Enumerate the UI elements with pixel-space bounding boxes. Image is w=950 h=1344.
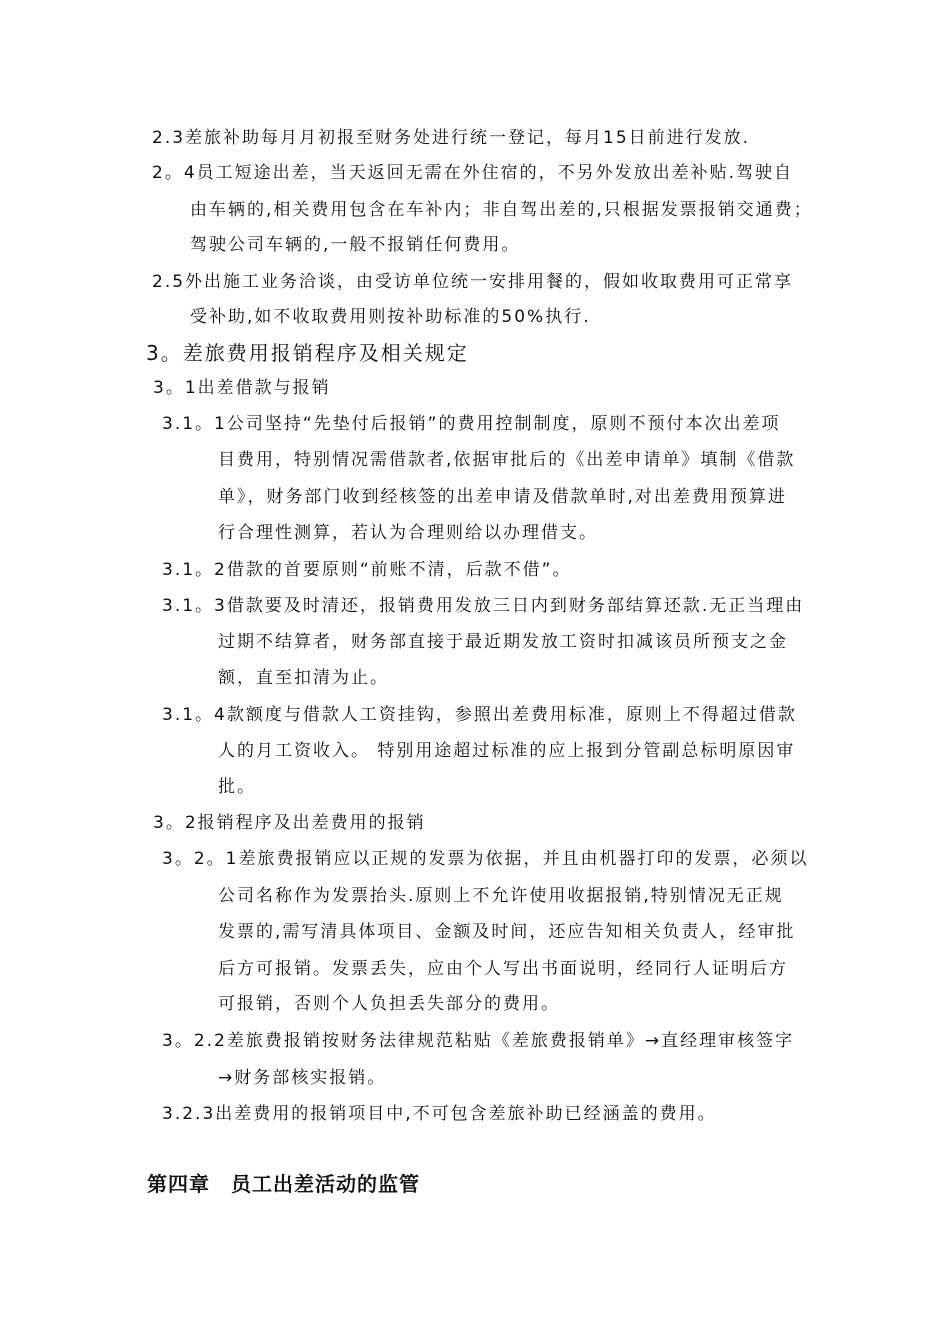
subsection-3-2-heading: 3。2报销程序及出差费用的报销	[153, 813, 426, 833]
item-3-2-1-cont-3: 后方可报销。发票丢失，应由个人写出书面说明，经同行人证明后方	[218, 959, 788, 979]
paragraph-2-4-cont-2: 驾驶公司车辆的,一般不报销任何费用。	[190, 235, 521, 255]
item-3-1-4: 3.1。4款额度与借款人工资挂钩，参照出差费用标准，原则上不得超过借款	[162, 705, 797, 725]
paragraph-2-3: 2.3差旅补助每月月初报至财务处进行统一登记，每月15日前进行发放.	[152, 128, 751, 148]
item-3-2-1: 3。2。1差旅费报销应以正规的发票为依据，并且由机器打印的发票，必须以	[162, 849, 809, 869]
paragraph-2-5-cont: 受补助,如不收取费用则按补助标准的50%执行.	[190, 307, 591, 327]
item-3-2-1-cont-2: 发票的,需写清具体项目、金额及时间，还应告知相关负责人，经审批	[218, 922, 796, 942]
item-3-2-2-cont: →财务部核实报销。	[218, 1068, 387, 1088]
paragraph-2-4-cont-1: 由车辆的,相关费用包含在车补内；非自驾出差的,只根据发票报销交通费；	[190, 200, 813, 220]
item-3-1-3: 3.1。3借款要及时清还，报销费用发放三日内到财务部结算还款.无正当理由	[162, 596, 805, 616]
paragraph-2-4: 2。4员工短途出差，当天返回无需在外住宿的，不另外发放出差补贴.驾驶自	[152, 163, 794, 183]
item-3-2-2: 3。2.2差旅费报销按财务法律规范粘贴《差旅费报销单》→直经理审核签字	[162, 1031, 795, 1051]
item-3-1-4-cont-2: 批。	[218, 777, 256, 797]
item-3-1-1-cont-3: 行合理性测算，若认为合理则给以办理借支。	[218, 523, 598, 543]
chapter-4-heading: 第四章 员工出差活动的监管	[147, 1172, 420, 1196]
item-3-1-2: 3.1。2借款的首要原则“前账不清，后款不借”。	[162, 560, 572, 580]
item-3-1-1-cont-2: 单》，财务部门收到经核签的出差申请及借款单时,对出差费用预算进	[218, 487, 787, 507]
item-3-1-1-cont-1: 目费用，特别情况需借款者,依据审批后的《出差申请单》填制《借款	[218, 450, 796, 470]
item-3-1-3-cont-2: 额，直至扣清为止。	[218, 668, 389, 688]
paragraph-2-5: 2.5外出施工业务洽谈，由受访单位统一安排用餐的，假如收取费用可正常享	[152, 272, 794, 292]
item-3-1-3-cont-1: 过期不结算者，财务部直接于最近期发放工资时扣减该员所预支之金	[218, 632, 788, 652]
item-3-2-3: 3.2.3出差费用的报销项目中,不可包含差旅补助已经涵盖的费用。	[162, 1104, 717, 1124]
item-3-2-1-cont-1: 公司名称作为发票抬头.原则上不允许使用收据报销,特别情况无正规	[218, 886, 784, 906]
item-3-1-4-cont-1: 人的月工资收入。 特别用途超过标准的应上报到分管副总标明原因审	[218, 741, 796, 761]
subsection-3-1-heading: 3。1出差借款与报销	[153, 378, 331, 398]
item-3-1-1: 3.1。1公司坚持“先垫付后报销”的费用控制制度，原则不预付本次出差项	[162, 414, 781, 434]
item-3-2-1-cont-4: 可报销，否则个人负担丢失部分的费用。	[218, 994, 560, 1014]
section-3-heading: 3。差旅费用报销程序及相关规定	[146, 341, 469, 365]
